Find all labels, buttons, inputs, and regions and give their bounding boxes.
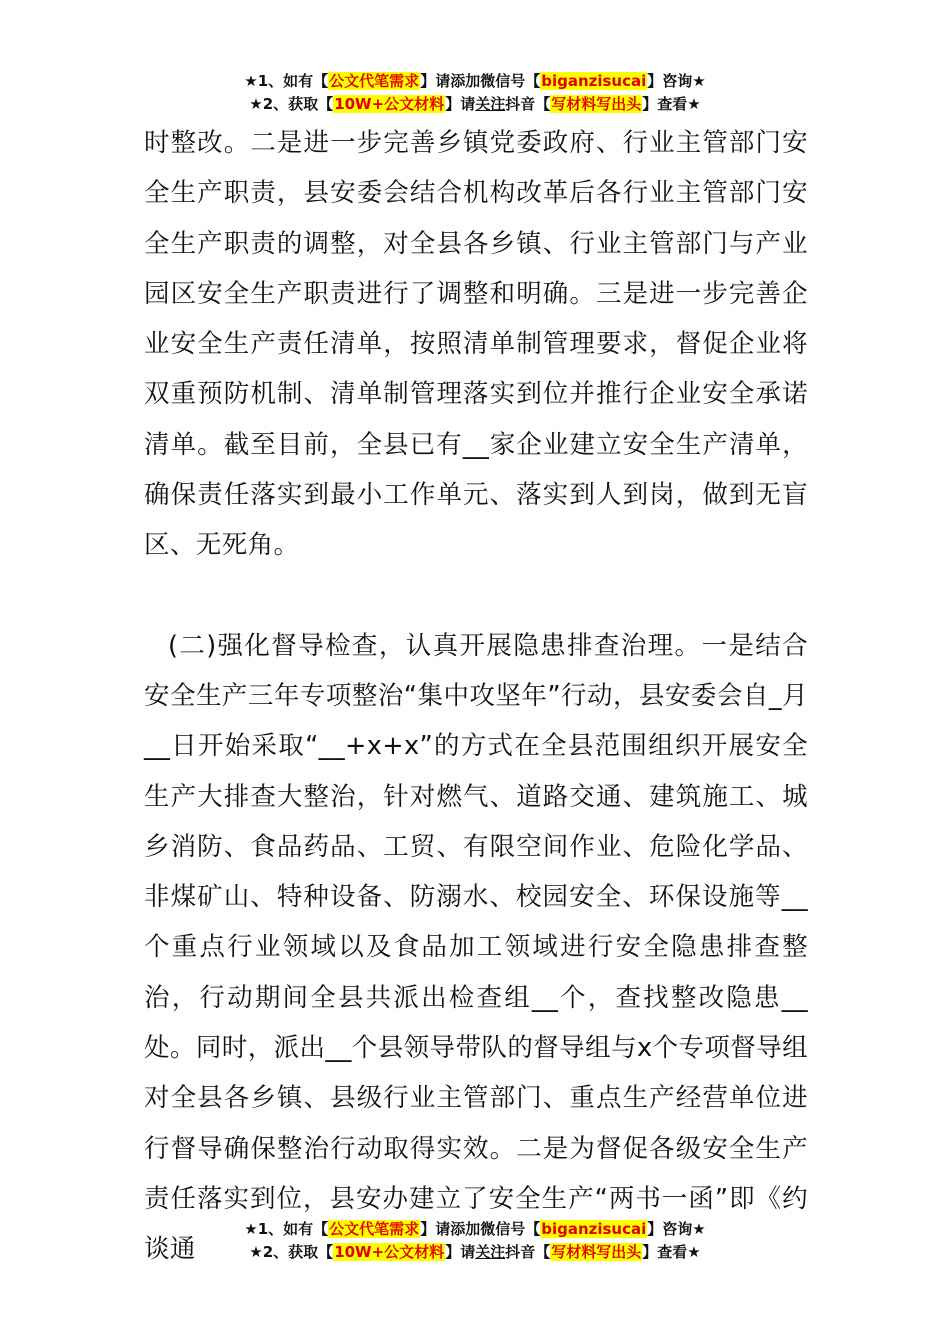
footer-promo xyxy=(0,1218,950,1264)
promo-underline-follow: 关注 xyxy=(475,95,506,113)
paragraph: 时整改。二是进一步完善乡镇党委政府、行业主管部门安全生产职责，县安委会结合机构改革后各行业主管部门安全生产职责的调整，对全县各乡镇、行业主管部门与产业园区安全生产职责进行了调整和明确。三是进一步完善企业安全生产责任清单，按照清单制管理要求，督促企业将双重预防机制、清单制管理落实到位并推行企业安全承诺清单。截至目前，全县已有__家企业建立安全生产清单，确保责任落实到最小工作单元、落实到人到岗，做到无盲区、无死角。 xyxy=(144,128,808,561)
promo-highlight-douyin: 写材料写出头 xyxy=(551,1243,642,1261)
promo-highlight-service: 公文代笔需求 xyxy=(329,72,420,90)
promo-line-2: ★2、获取【10W+公文材料】请关注抖音【写材料写出头】查看★ xyxy=(249,95,701,113)
paragraph: (二)强化督导检查，认真开展隐患排查治理。一是结合安全生产三年专项整治“集中攻坚年”行动，县安委会自_月__日开始采取“__+x+x”的方式在全县范围组织开展安全生产大排查大整治，针对燃气、道路交通、建筑施工、城乡消防、食品药品、工贸、有限空间作业、危险化学品、非煤矿山、特种设备、防溺水、校园安全、环保设施等__个重点行业领域以及食品加工领域进行安全隐患排查整治，行动期间全县共派出检查组__个，查找整改隐患__处。同时，派出__个县领导带队的督导组与x个专项督导组对全县各乡镇、县级行业主管部门、重点生产经营单位进行督导确保整治行动取得实效。二是为督促各级安全生产责任落实到位，县安办建立了安全生产“两书一函”即《约谈通 xyxy=(144,630,808,1265)
document-body xyxy=(144,118,808,1275)
promo-line-1: ★1、如有【公文代笔需求】请添加微信号【biganzisucai】咨询★ xyxy=(244,72,706,90)
header-promo xyxy=(0,70,950,116)
promo-highlight-materials: 10W+公文材料 xyxy=(334,95,445,113)
promo-highlight-service: 公文代笔需求 xyxy=(329,1220,420,1238)
promo-highlight-materials: 10W+公文材料 xyxy=(334,1243,445,1261)
promo-highlight-wechat: biganzisucai xyxy=(541,72,647,90)
promo-highlight-douyin: 写材料写出头 xyxy=(551,95,642,113)
promo-line-2: ★2、获取【10W+公文材料】请关注抖音【写材料写出头】查看★ xyxy=(249,1243,701,1261)
promo-underline-follow: 关注 xyxy=(475,1243,506,1261)
promo-highlight-wechat: biganzisucai xyxy=(541,1220,647,1238)
promo-line-1: ★1、如有【公文代笔需求】请添加微信号【biganzisucai】咨询★ xyxy=(244,1220,706,1238)
